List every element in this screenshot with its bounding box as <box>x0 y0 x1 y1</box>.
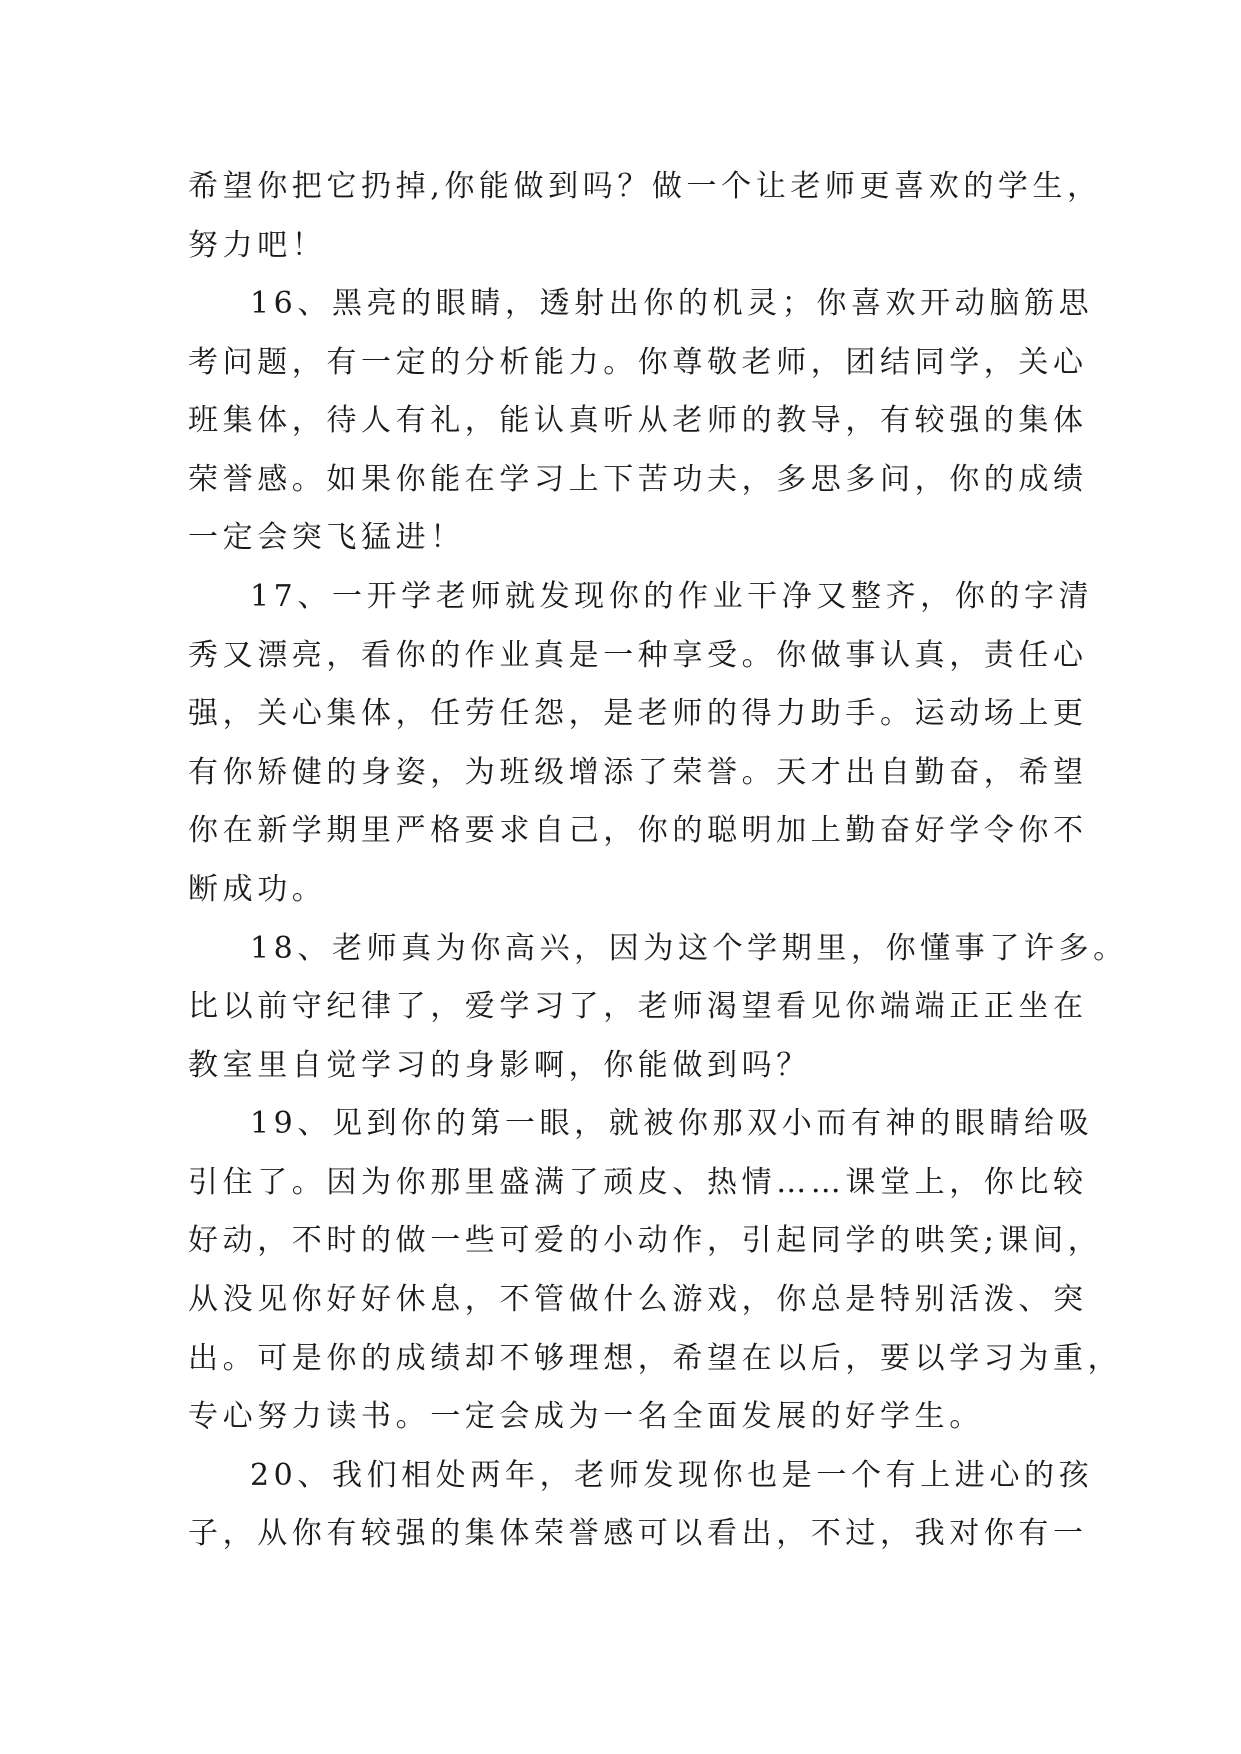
text-line: 班集体，待人有礼，能认真听从老师的教导，有较强的集体 <box>188 403 1088 438</box>
text-line: 你在新学期里严格要求自己，你的聪明加上勤奋好学令你不 <box>188 813 1088 848</box>
text-line: 出。可是你的成绩却不够理想，希望在以后，要以学习为重， <box>188 1341 1123 1376</box>
text-line: 考问题，有一定的分析能力。你尊敬老师，团结同学，关心 <box>188 345 1088 380</box>
text-line: 从没见你好好休息，不管做什么游戏，你总是特别活泼、突 <box>188 1282 1088 1317</box>
paragraph-16-start: 16、黑亮的眼睛，透射出你的机灵；你喜欢开动脑筋思 <box>250 286 1094 321</box>
paragraph-18-start: 18、老师真为你高兴，因为这个学期里，你懂事了许多。 <box>250 931 1128 966</box>
text-line: 断成功。 <box>188 872 327 907</box>
paragraph-19-start: 19、见到你的第一眼，就被你那双小而有神的眼睛给吸 <box>250 1106 1094 1141</box>
text-line: 有你矫健的身姿，为班级增添了荣誉。天才出自勤奋，希望 <box>188 755 1088 790</box>
text-line: 教室里自觉学习的身影啊，你能做到吗？ <box>188 1048 811 1083</box>
text-line: 一定会突飞猛进！ <box>188 520 465 555</box>
text-line: 秀又漂亮，看你的作业真是一种享受。你做事认真，责任心 <box>188 638 1088 673</box>
text-line: 荣誉感。如果你能在学习上下苦功夫，多思多问，你的成绩 <box>188 462 1088 497</box>
text-line: 希望你把它扔掉,你能做到吗？做一个让老师更喜欢的学生， <box>188 169 1102 204</box>
text-line: 子，从你有较强的集体荣誉感可以看出，不过，我对你有一 <box>188 1516 1088 1551</box>
text-line: 比以前守纪律了，爱学习了，老师渴望看见你端端正正坐在 <box>188 989 1088 1024</box>
text-line: 引住了。因为你那里盛满了顽皮、热情……课堂上，你比较 <box>188 1165 1088 1200</box>
text-line: 努力吧！ <box>188 228 327 263</box>
paragraph-17-start: 17、一开学老师就发现你的作业干净又整齐，你的字清 <box>250 579 1094 614</box>
text-line: 好动，不时的做一些可爱的小动作，引起同学的哄笑;课间， <box>188 1223 1103 1258</box>
paragraph-20-start: 20、我们相处两年，老师发现你也是一个有上进心的孩 <box>250 1458 1094 1493</box>
text-line: 专心努力读书。一定会成为一名全面发展的好学生。 <box>188 1399 984 1434</box>
text-line: 强，关心集体，任劳任怨，是老师的得力助手。运动场上更 <box>188 696 1088 731</box>
